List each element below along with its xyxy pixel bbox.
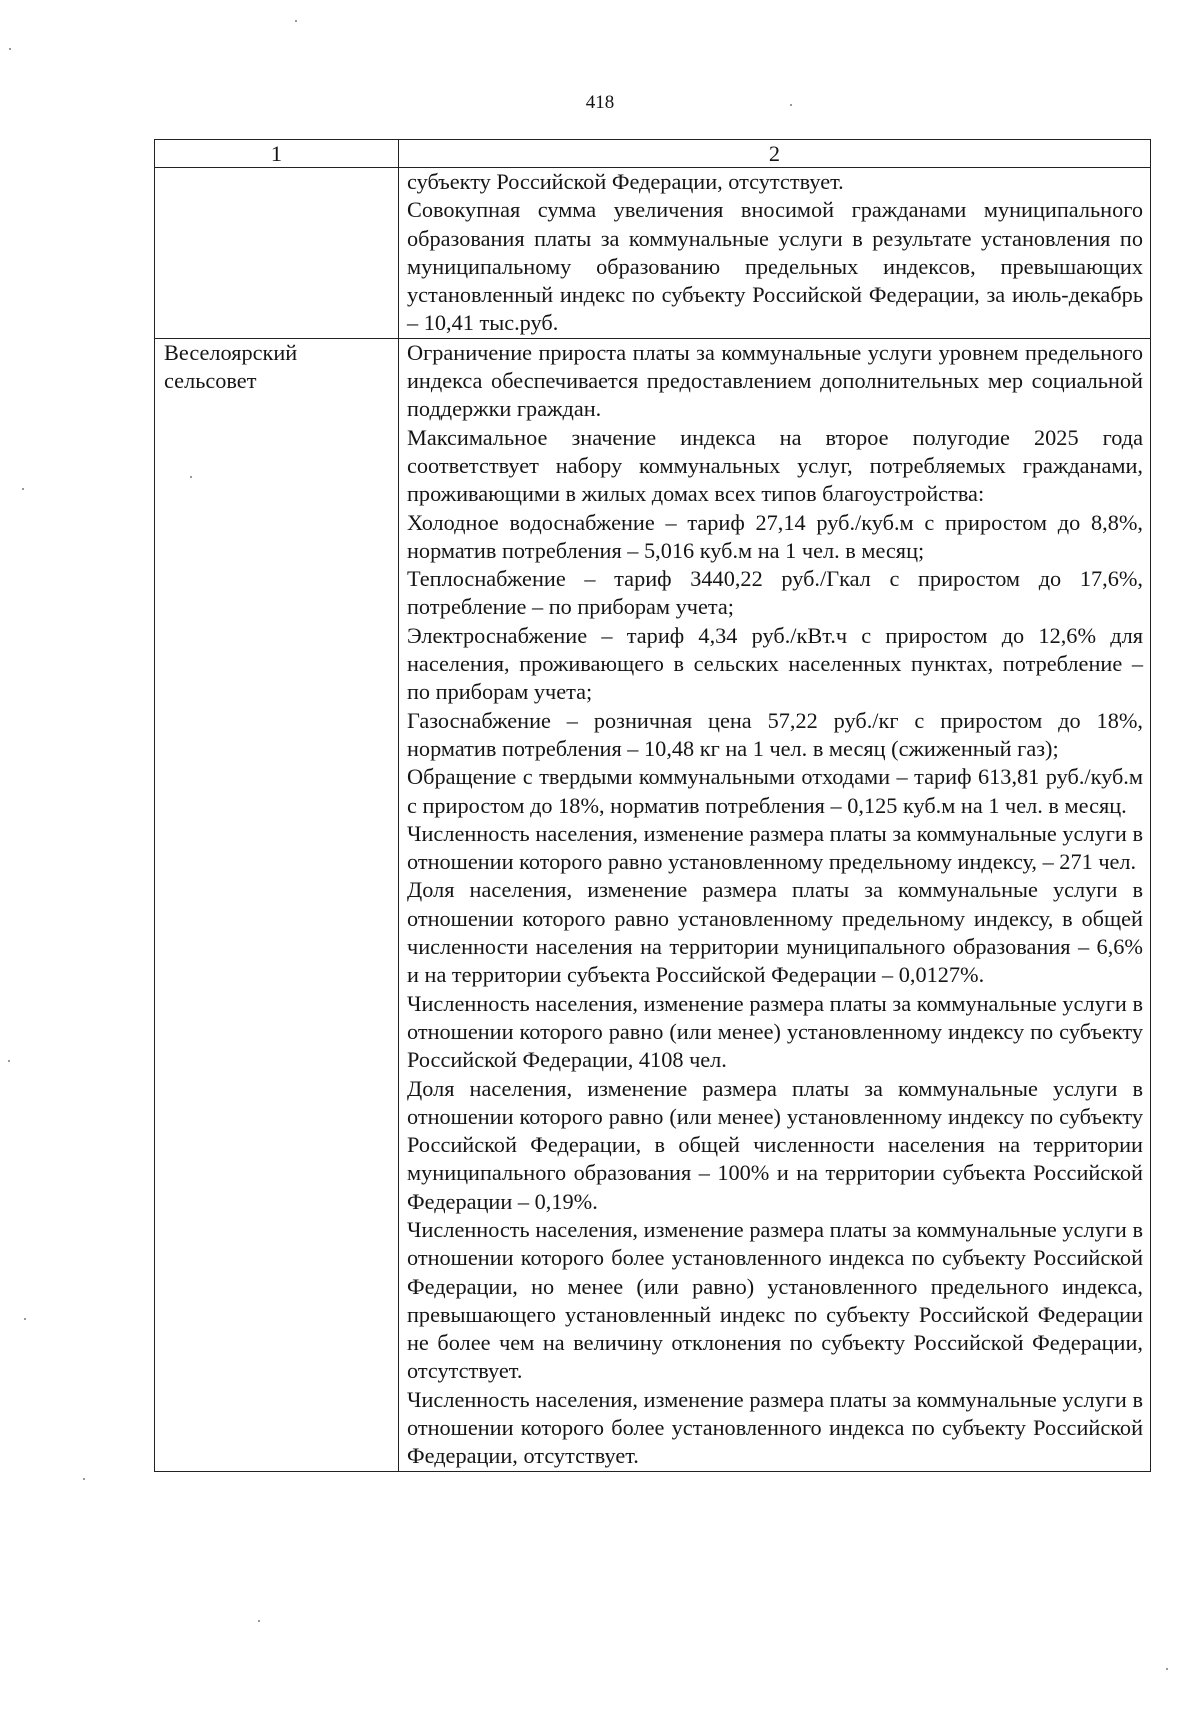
- table-row: [155, 168, 1151, 339]
- column-number-1: 1: [155, 140, 399, 168]
- scan-speck: [295, 20, 297, 22]
- paragraph: Численность населения, изменение размера платы за коммунальные услуги в отношении которого более установленного индекса по субъекту Российской Федерации, но менее (или равно) установленного предельного индекса, превышающего установленный индекс по субъекту Российской Федерации не более чем на величину отклонения по субъекту Российской Федерации, отсутствует.: [407, 1216, 1143, 1384]
- paragraph: Доля населения, изменение размера платы за коммунальные услуги в отношении которого равно установленному предельному индексу, в общей численности населения на территории муниципального образования – 6,6% и на территории субъекта Российской Федерации – 0,0127%.: [407, 877, 1143, 988]
- paragraph: Ограничение прироста платы за коммунальные услуги уровнем предельного индекса обеспечивается предоставлением дополнительных мер социальной поддержки граждан.: [407, 339, 1143, 422]
- scan-speck: [1166, 1668, 1168, 1670]
- paragraph: Холодное водоснабжение – тариф 27,14 руб./куб.м с приростом до 8,8%, норматив потребления – 5,016 куб.м на 1 чел. в месяц;: [407, 509, 1143, 563]
- paragraph: Электроснабжение – тариф 4,34 руб./кВт.ч с приростом до 12,6% для населения, проживающего в сельских населенных пунктах, потребление – по приборам учета;: [407, 622, 1143, 705]
- paragraph: Численность населения, изменение размера платы за коммунальные услуги в отношении которого более установленного индекса по субъекту Российской Федерации, отсутствует.: [407, 1386, 1143, 1469]
- paragraph: Численность населения, изменение размера платы за коммунальные услуги в отношении которого равно установленному предельному индексу, – 271 чел.: [407, 820, 1143, 875]
- scan-speck: [790, 104, 792, 106]
- paragraph: субъекту Российской Федерации, отсутствует.: [407, 169, 844, 194]
- territory-cell: [155, 168, 399, 339]
- scan-speck: [190, 476, 192, 478]
- paragraph: Максимальное значение индекса на второе полугодие 2025 года соответствует набору коммунальных услуг, потребляемых гражданами, проживающими в жилых домах всех типов благоустройства:: [407, 424, 1143, 507]
- table-row: [155, 338, 1151, 1471]
- tariff-table: [154, 139, 1151, 1472]
- scan-speck: [24, 1318, 26, 1320]
- page-number: 418: [585, 92, 615, 113]
- territory-cell: Веселоярский сельсовет: [155, 338, 399, 1471]
- description-cell: [399, 168, 1151, 339]
- column-number-2: 2: [399, 140, 1151, 168]
- paragraph: Совокупная сумма увеличения вносимой гражданами муниципального образования платы за коммунальные услуги в результате установления по муниципальному образованию предельных индексов, превышающих установленный индекс по субъекту Российской Федерации, за июль-декабрь – 10,41 тыс.руб.: [407, 197, 1143, 336]
- description-cell: [399, 338, 1151, 1471]
- paragraph: Газоснабжение – розничная цена 57,22 руб./кг с приростом до 18%, норматив потребления – 10,48 кг на 1 чел. в месяц (сжиженный газ);: [407, 707, 1143, 761]
- table-header-row: [155, 140, 1151, 168]
- paragraph: Доля населения, изменение размера платы за коммунальные услуги в отношении которого равно (или менее) установленному индексу по субъекту Российской Федерации, в общей численности населения на территории муниципального образования – 100% и на территории субъекта Российской Федерации – 0,19%.: [407, 1075, 1143, 1214]
- scan-speck: [258, 1620, 260, 1622]
- scan-speck: [83, 1478, 85, 1480]
- paragraph: Обращение с твердыми коммунальными отходами – тариф 613,81 руб./куб.м с приростом до 18%, норматив потребления – 0,125 куб.м на 1 чел. в месяц.: [407, 764, 1143, 818]
- scan-speck: [9, 48, 11, 50]
- paragraph: Численность населения, изменение размера платы за коммунальные услуги в отношении которого равно (или менее) установленному индексу по субъекту Российской Федерации, 4108 чел.: [407, 990, 1143, 1073]
- paragraph: Теплоснабжение – тариф 3440,22 руб./Гкал с приростом до 17,6%, потребление – по приборам учета;: [407, 566, 1143, 620]
- scan-speck: [22, 488, 24, 490]
- scan-speck: [8, 1060, 10, 1062]
